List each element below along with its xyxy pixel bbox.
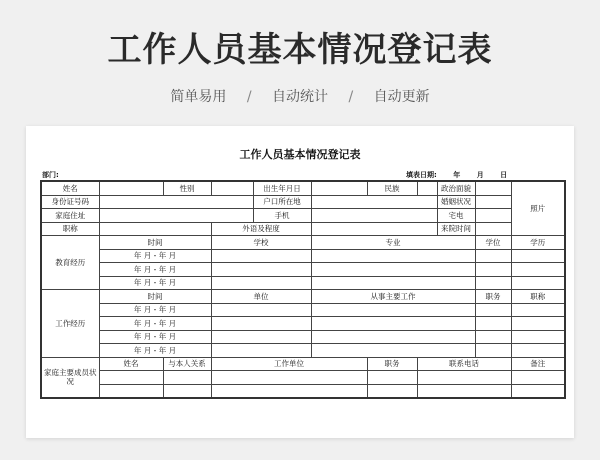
political-field[interactable] [475,181,511,195]
family-header-phone: 联系电话 [417,357,511,371]
table-row [41,249,565,263]
title-field[interactable] [99,222,211,236]
mobile-field[interactable] [311,209,437,223]
work-main-field[interactable] [311,303,475,317]
family-employer-field[interactable] [211,384,367,398]
family-phone-field[interactable] [417,371,511,385]
mobile-label: 手机 [253,209,311,223]
edu-level-field[interactable] [511,276,565,290]
family-header-employer: 工作单位 [211,357,367,371]
feature-easy: 简单易用 [170,89,227,105]
family-header-remarks: 备注 [511,357,565,371]
family-remarks-field[interactable] [511,384,565,398]
birth-label: 出生年月日 [253,181,311,195]
edu-header-level: 学历 [511,236,565,250]
separator: / [348,89,354,105]
id-field[interactable] [99,195,253,209]
family-name-field[interactable] [99,384,163,398]
family-phone-field[interactable] [417,384,511,398]
marital-label: 婚姻状况 [437,195,475,209]
work-position-field[interactable] [475,317,511,331]
work-position-field[interactable] [475,344,511,358]
fill-date-month: 月 [476,171,484,179]
feature-tagline [0,86,600,106]
edu-degree-field[interactable] [475,276,511,290]
hukou-label: 户口所在地 [253,195,311,209]
language-label: 外语及程度 [211,222,311,236]
family-position-field[interactable] [367,371,417,385]
edu-header-degree: 学位 [475,236,511,250]
edu-period[interactable]: 年 月 - 年 月 [99,249,211,263]
family-name-field[interactable] [99,371,163,385]
table-row [41,303,565,317]
family-header-relation: 与本人关系 [163,357,211,371]
marital-field[interactable] [475,195,511,209]
table-row [41,181,565,195]
name-label: 姓名 [41,181,99,195]
fill-date-label: 填表日期: [406,171,437,179]
form-document [26,126,574,438]
work-period[interactable]: 年 月 - 年 月 [99,303,211,317]
family-remarks-field[interactable] [511,371,565,385]
edu-period[interactable]: 年 月 - 年 月 [99,276,211,290]
edu-level-field[interactable] [511,249,565,263]
table-row [41,236,565,250]
gender-label: 性别 [163,181,211,195]
table-row [41,290,565,304]
table-row [41,344,565,358]
work-unit-field[interactable] [211,344,311,358]
table-row [41,222,565,236]
join-date-field[interactable] [475,222,511,236]
hukou-field[interactable] [311,195,437,209]
table-row [41,384,565,398]
table-row [41,357,565,371]
home-phone-label: 宅电 [437,209,475,223]
title-label: 职称 [41,222,99,236]
work-label: 工作经历 [41,290,99,358]
work-period[interactable]: 年 月 - 年 月 [99,344,211,358]
fill-date-day: 日 [500,171,508,179]
address-label: 家庭住址 [41,209,99,223]
edu-major-field[interactable] [311,276,475,290]
family-label: 家庭主要成员状况 [41,357,99,398]
education-label: 教育经历 [41,236,99,290]
table-row [41,195,565,209]
work-title-field[interactable] [511,303,565,317]
edu-major-field[interactable] [311,249,475,263]
family-relation-field[interactable] [163,371,211,385]
photo-cell[interactable]: 照片 [511,181,565,236]
work-header-time: 时间 [99,290,211,304]
form-title: 工作人员基本情况登记表 [239,148,361,161]
birth-field[interactable] [311,181,367,195]
gender-field[interactable] [211,181,253,195]
fill-date [406,170,521,180]
family-employer-field[interactable] [211,371,367,385]
work-period[interactable]: 年 月 - 年 月 [99,317,211,331]
edu-school-field[interactable] [211,276,311,290]
table-row [41,209,565,223]
work-title-field[interactable] [511,330,565,344]
table-row [41,276,565,290]
registration-form-table [40,180,566,399]
family-header-name: 姓名 [99,357,163,371]
work-header-unit: 单位 [211,290,311,304]
edu-school-field[interactable] [211,263,311,277]
edu-level-field[interactable] [511,263,565,277]
address-field[interactable] [99,209,253,223]
work-title-field[interactable] [511,344,565,358]
table-row [41,263,565,277]
family-relation-field[interactable] [163,384,211,398]
edu-degree-field[interactable] [475,249,511,263]
edu-header-major: 专业 [311,236,475,250]
work-header-title: 职称 [511,290,565,304]
id-label: 身份证号码 [41,195,99,209]
work-period[interactable]: 年 月 - 年 月 [99,330,211,344]
edu-major-field[interactable] [311,263,475,277]
department-label: 部门: [42,171,59,179]
work-position-field[interactable] [475,330,511,344]
family-position-field[interactable] [367,384,417,398]
feature-auto-stats: 自动统计 [272,89,328,105]
ethnicity-field[interactable] [417,181,437,195]
table-row [41,330,565,344]
join-date-label: 来院时间 [437,222,475,236]
language-field[interactable] [311,222,437,236]
political-label: 政治面貌 [437,181,475,195]
work-position-field[interactable] [475,303,511,317]
work-unit-field[interactable] [211,330,311,344]
family-header-position: 职务 [367,357,417,371]
work-unit-field[interactable] [211,303,311,317]
work-header-position: 职务 [475,290,511,304]
work-unit-field[interactable] [211,317,311,331]
name-field[interactable] [99,181,163,195]
edu-school-field[interactable] [211,249,311,263]
table-row [41,317,565,331]
edu-header-school: 学校 [211,236,311,250]
separator: / [246,89,252,105]
work-main-field[interactable] [311,317,475,331]
edu-header-time: 时间 [99,236,211,250]
work-main-field[interactable] [311,344,475,358]
work-main-field[interactable] [311,330,475,344]
work-title-field[interactable] [511,317,565,331]
fill-date-year: 年 [453,171,461,179]
feature-auto-update: 自动更新 [373,89,430,105]
ethnicity-label: 民族 [367,181,417,195]
edu-period[interactable]: 年 月 - 年 月 [99,263,211,277]
page-title: 工作人员基本情况登记表 [107,30,493,70]
work-header-main-work: 从事主要工作 [311,290,475,304]
table-row [41,371,565,385]
edu-degree-field[interactable] [475,263,511,277]
home-phone-field[interactable] [475,209,511,223]
